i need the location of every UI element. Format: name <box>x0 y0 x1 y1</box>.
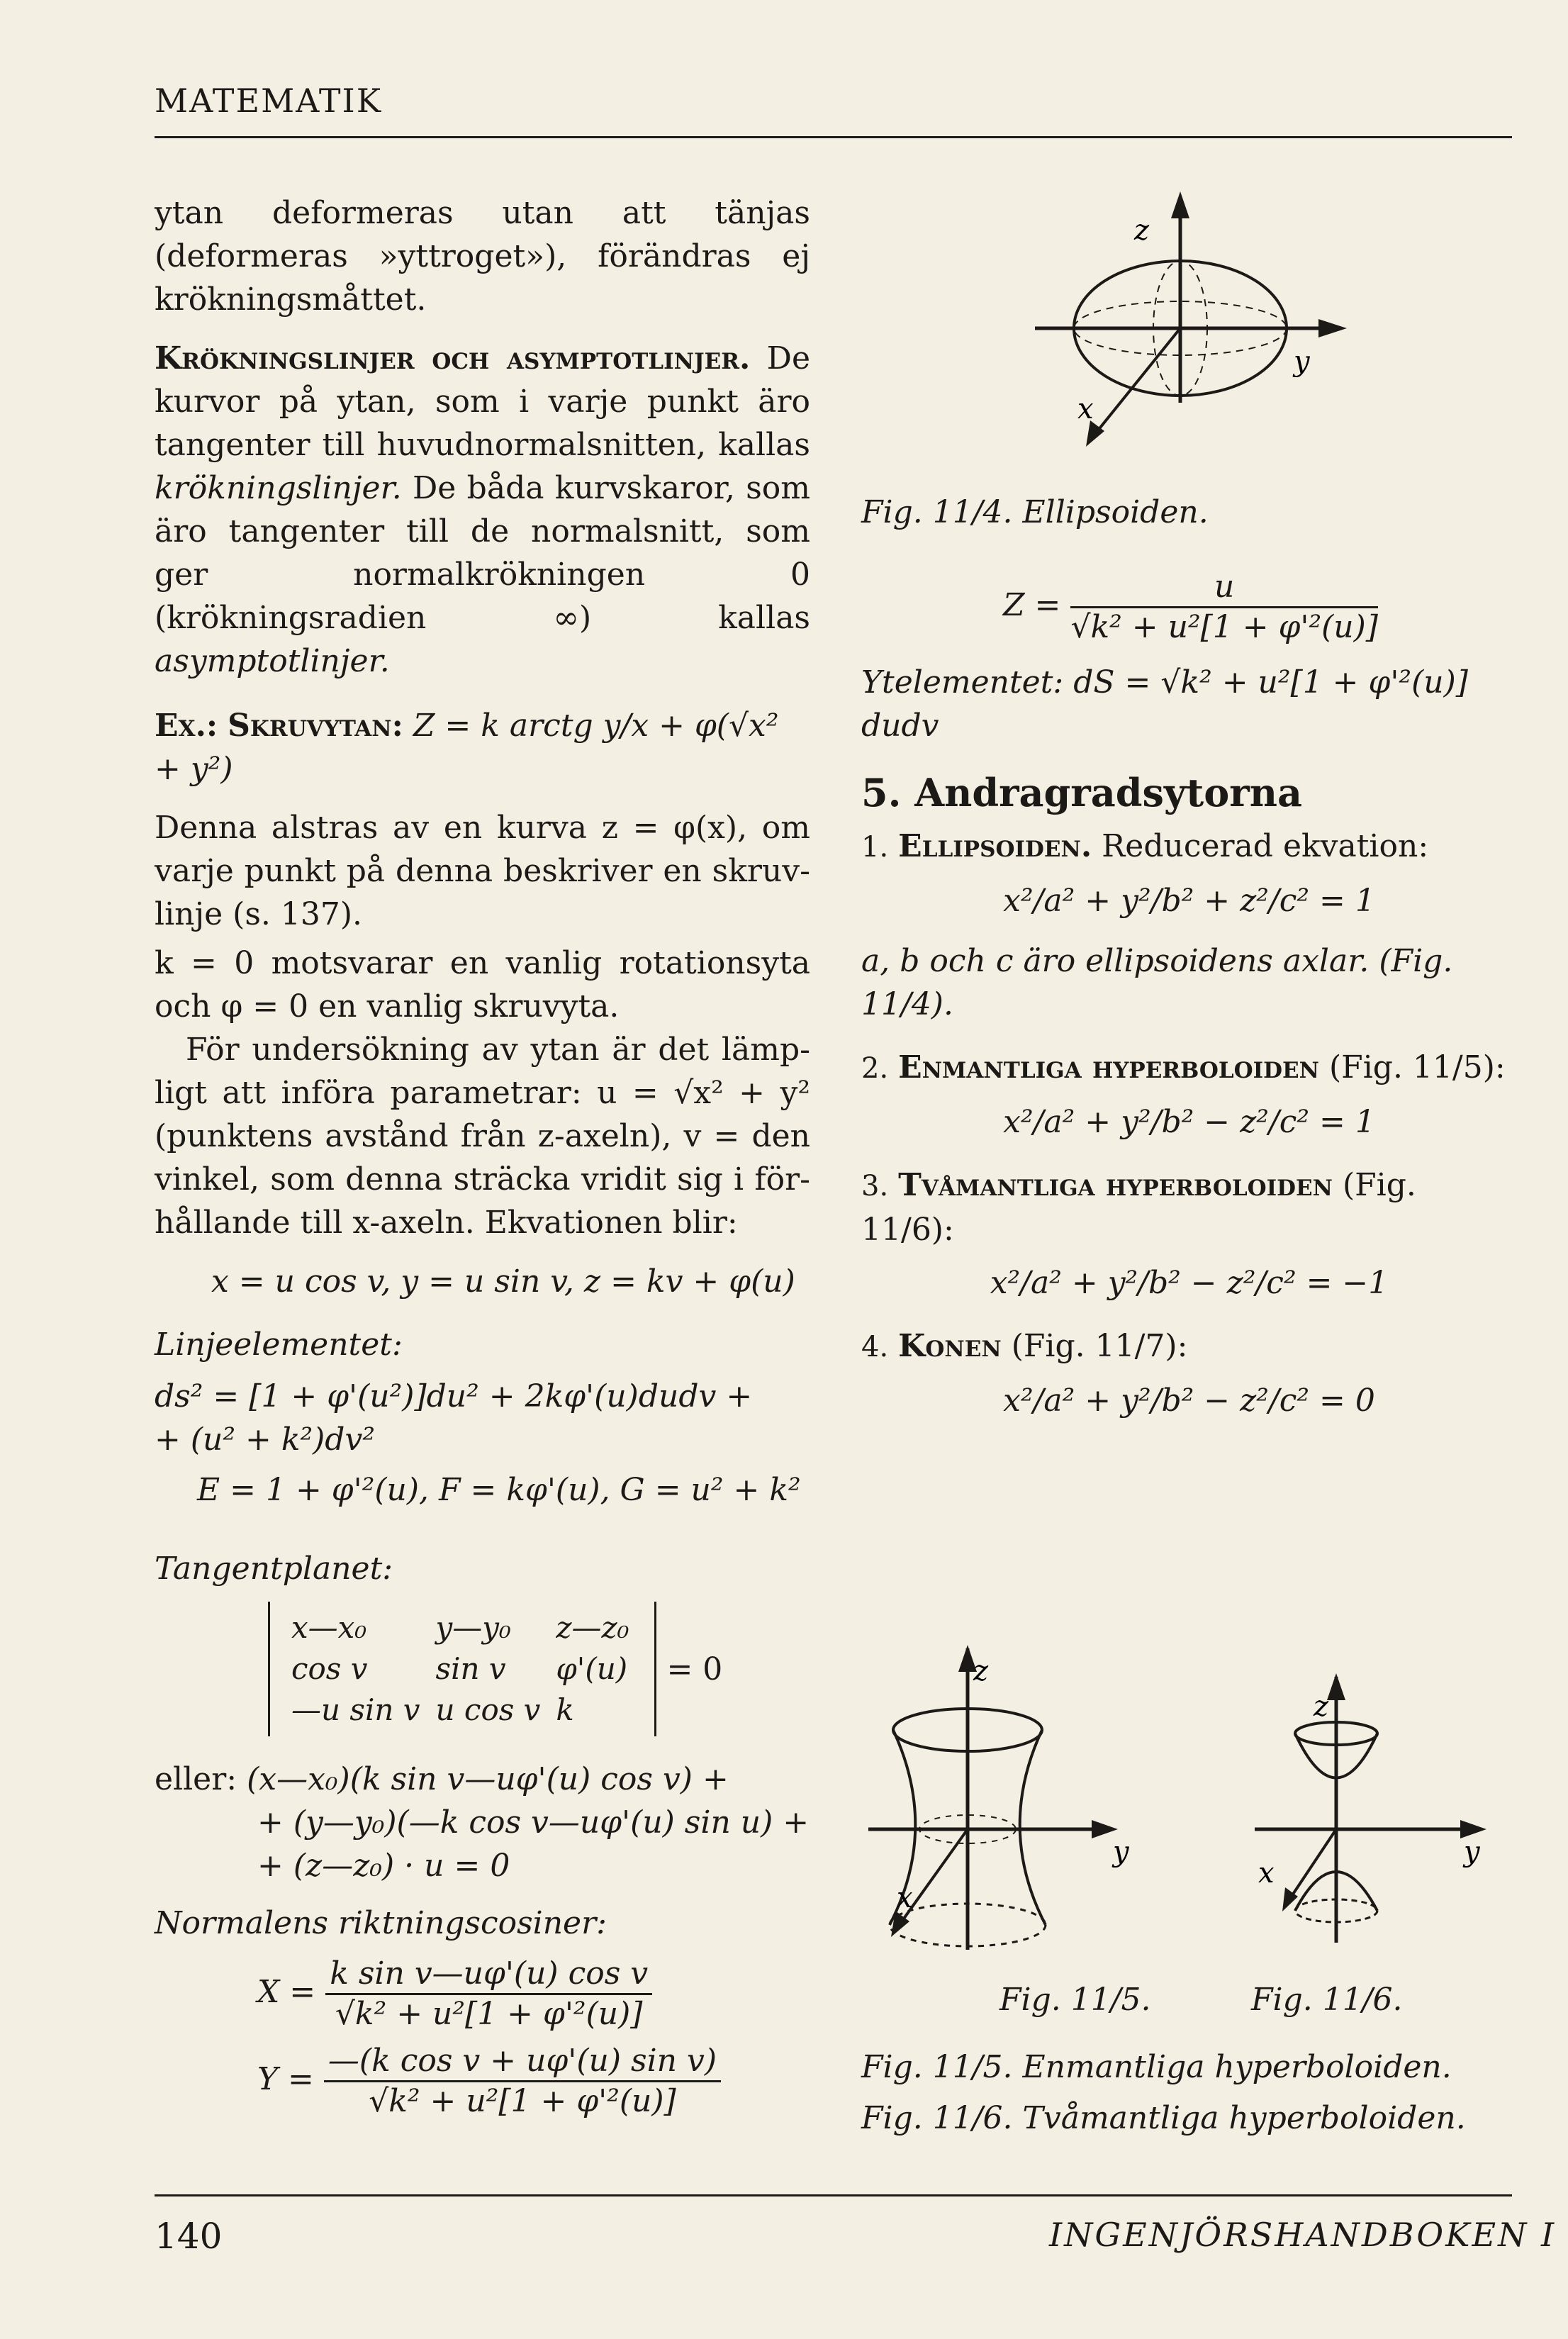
ellipsoid-equation: x²/a² + y²/b² + z²/c² = 1 <box>1003 883 1375 919</box>
item-heading: Enmantliga hyperboloiden <box>898 1049 1320 1085</box>
det-cell: y—y₀ <box>435 1610 511 1645</box>
eller-eq-2: + (y—y₀)(—k cos v—uφ'(u) sin u) + <box>257 1804 810 1841</box>
fig-11-6-label: Fig. 11/6. <box>1251 1982 1403 2018</box>
axis-z-label: z <box>1314 1690 1329 1723</box>
tangent-plane-heading: Tangentplanet: <box>155 1551 393 1587</box>
line-element-eq-1: ds² = [1 + φ'(u²)]du² + 2kφ'(u)dudv + <box>155 1378 753 1414</box>
normal-y-fraction <box>324 2042 721 2121</box>
normal-x-formula <box>155 1955 810 2033</box>
example-screw-surface <box>155 704 810 791</box>
right-column <box>861 491 1517 1422</box>
paragraph-curvature-lines <box>155 337 810 683</box>
curvature-text-1: De kurvor på ytan, som i varje punkt äro tangenter till huvudnormalsnitten, kallas <box>155 340 810 463</box>
efg-coefficients: E = 1 + φ'²(u), F = kφ'(u), G = u² + k² <box>197 1472 801 1508</box>
section-number: 5. <box>861 770 902 815</box>
item-heading: Ellipsoiden. <box>898 828 1092 864</box>
item-ellipsoid <box>861 825 1517 869</box>
det-cell: x—x₀ <box>291 1610 367 1645</box>
paragraph-parameters: För undersökning av ytan är det lämpligt att införa parametrar: u = √x² + y² (punktens avstånd från z-axeln), v = den vinkel, som denna sträcka vridit sig i förhållande till x-axeln. Ekvationen blir: <box>155 1032 810 1241</box>
one-sheet-hyperboloid-equation: x²/a² + y²/b² − z²/c² = 1 <box>1003 1104 1375 1140</box>
z-formula <box>861 568 1517 647</box>
axis-z-label: z <box>1134 214 1150 247</box>
item-number: 4. <box>861 1331 889 1363</box>
determinant-equals-zero: = 0 <box>666 1651 723 1687</box>
axis-x-label: x <box>1077 393 1094 425</box>
item-number: 1. <box>861 831 889 864</box>
fig-11-5-caption: Fig. 11/5. Enmantliga hyperboloiden. <box>861 2049 1452 2085</box>
det-cell: φ'(u) <box>556 1651 628 1686</box>
normal-y-formula <box>155 2042 810 2121</box>
axis-x-label: x <box>1258 1857 1275 1889</box>
det-cell: cos v <box>291 1651 368 1686</box>
paragraph-deformation: ytan deformeras utan att tänjas (deformeras »yttroget»), förändras ej krökningsmåttet. <box>155 195 810 318</box>
section-heading <box>861 771 1517 815</box>
normal-x-denominator: √k² + u²[1 + φ'²(u)] <box>335 1996 643 2032</box>
fig-11-6-caption: Fig. 11/6. Tvåmantliga hyperboloiden. <box>861 2100 1466 2136</box>
det-cell: —u sin v <box>291 1692 420 1727</box>
z-formula-numerator: u <box>1070 568 1378 608</box>
line-element-eq-2: + (u² + k²)dv² <box>155 1422 375 1458</box>
fig-11-5-label: Fig. 11/5. <box>999 1982 1151 2018</box>
ellipsoid-axes-note: a, b och c äro ellipsoidens axlar. (Fig. 11/4). <box>861 943 1453 1022</box>
item-text: Reducerad ekvation: <box>1102 828 1429 864</box>
item-cone <box>861 1324 1517 1369</box>
left-column <box>155 191 810 2121</box>
eller-line-1 <box>155 1758 810 1801</box>
example-label: Ex.: <box>155 708 218 744</box>
item-one-sheet-hyperboloid <box>861 1046 1517 1090</box>
normal-y-numerator: —(k cos v + uφ'(u) sin v) <box>324 2042 721 2082</box>
tangent-plane-determinant <box>155 1602 810 1736</box>
eller-eq-3: + (z—z₀) · u = 0 <box>257 1848 510 1884</box>
item-number: 2. <box>861 1052 889 1085</box>
det-row <box>286 1607 639 1648</box>
axis-y-label: y <box>1464 1836 1480 1868</box>
z-formula-fraction <box>1070 568 1378 647</box>
axis-x-label: x <box>897 1882 913 1914</box>
section-head-curvature: Krökningslinjer och asymptotlinjer. <box>155 340 751 376</box>
screw-surface-formula: Z = k arctg y/x + φ(√x² + y²) <box>155 708 779 787</box>
book-title: INGENJÖRSHANDBOKEN I <box>1049 2216 1557 2254</box>
term-asymptote-lines: asymptotlinjer. <box>155 643 390 679</box>
normal-x-label: X = <box>257 1974 316 2010</box>
item-figure-ref: (Fig. 11/7): <box>1011 1328 1188 1364</box>
cone-equation: x²/a² + y²/b² − z²/c² = 0 <box>1003 1383 1375 1419</box>
normal-y-denominator: √k² + u²[1 + φ'²(u)] <box>369 2083 676 2119</box>
footer-rule <box>155 2194 1512 2196</box>
line-element-heading: Linjeelementet: <box>155 1327 403 1363</box>
term-curvature-lines: krökningslinjer. <box>155 470 402 506</box>
det-row <box>286 1690 639 1731</box>
normal-x-numerator: k sin v—uφ'(u) cos v <box>325 1955 652 1995</box>
axis-z-label: z <box>973 1655 989 1687</box>
curvature-text-2: De båda kurvskaror, som äro tangenter till de normalsnitt, som ger normalkrökningen 0 (krökningsradien ∞) kallas <box>155 470 810 636</box>
item-figure-ref: (Fig. 11/6): <box>861 1167 1416 1248</box>
z-formula-label: Z = <box>1003 587 1061 623</box>
two-sheet-hyperboloid-figure <box>1251 1673 1492 1971</box>
parametric-equations: x = u cos v, y = u sin v, z = kv + φ(u) <box>211 1263 795 1300</box>
surface-element-label: Ytelementet: <box>861 664 1064 700</box>
normal-y-label: Y = <box>257 2061 314 2097</box>
section-title: Andragradsytorna <box>914 770 1302 815</box>
det-row <box>286 1648 639 1690</box>
axis-y-label: y <box>1294 345 1310 378</box>
item-number: 3. <box>861 1170 889 1202</box>
surface-element-eq: dS = √k² + u²[1 + φ'²(u)] dudv <box>861 664 1468 744</box>
two-sheet-hyperboloid-equation: x²/a² + y²/b² − z²/c² = −1 <box>990 1265 1389 1301</box>
det-cell: u cos v <box>435 1692 541 1727</box>
item-heading: Konen <box>898 1328 1002 1364</box>
eller-label: eller: <box>155 1761 237 1797</box>
eller-eq-1: (x—x₀)(k sin v—uφ'(u) cos v) + <box>247 1761 729 1797</box>
det-cell: sin v <box>435 1651 506 1686</box>
item-figure-ref: (Fig. 11/5): <box>1329 1049 1506 1085</box>
surface-element <box>861 661 1517 747</box>
normal-direction-heading: Normalens riktningscosiner: <box>155 1905 607 1941</box>
ellipsoid-figure <box>1021 190 1354 452</box>
determinant-matrix <box>268 1602 656 1736</box>
fig-11-4-caption: Fig. 11/4. Ellipsoiden. <box>861 494 1209 530</box>
normal-x-fraction <box>325 1955 652 2033</box>
header-rule <box>155 136 1512 138</box>
z-formula-denominator: √k² + u²[1 + φ'²(u)] <box>1070 609 1378 645</box>
det-cell: z—z₀ <box>556 1610 629 1645</box>
det-cell: k <box>556 1692 574 1727</box>
page-number: 140 <box>155 2216 223 2257</box>
item-heading: Tvåmantliga hyperboloiden <box>898 1167 1333 1203</box>
item-two-sheet-hyperboloid <box>861 1163 1517 1251</box>
one-sheet-hyperboloid-figure <box>868 1645 1194 1978</box>
axis-y-label: y <box>1113 1836 1129 1868</box>
paragraph-k-zero: k = 0 motsvarar en vanlig rotationsyta och φ = 0 en vanlig skruvyta. <box>155 945 810 1025</box>
running-header: MATEMATIK <box>155 82 383 120</box>
example-title: Skruvytan: <box>228 708 403 744</box>
paragraph-generated-by: Denna alstras av en kurva z = φ(x), om varje punkt på denna beskriver en skruvlinje (s. 137). <box>155 810 810 932</box>
